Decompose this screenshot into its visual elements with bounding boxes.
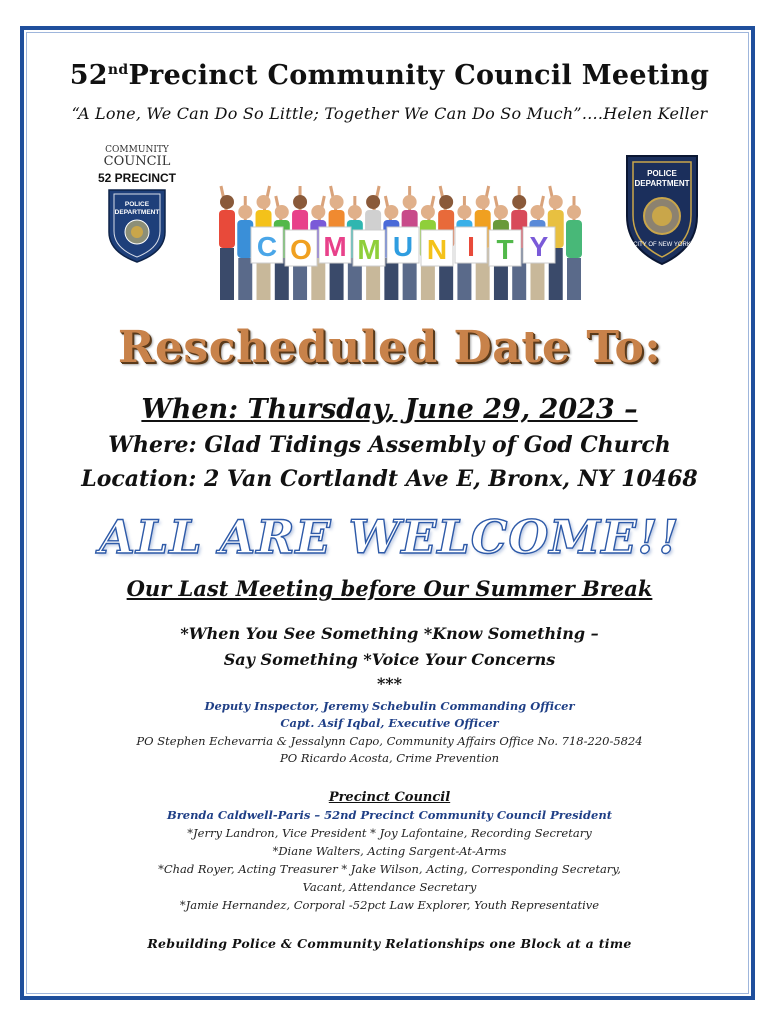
community-council-logo — [97, 140, 177, 265]
helen-keller-quote: “A Lone, We Can Do So Little; Together We Can Do So Much”….Helen Keller — [71, 104, 708, 123]
council-president: Brenda Caldwell-Paris – 52nd Precinct Community Council President — [166, 808, 613, 822]
council-member-line: *Jerry Landron, Vice President * Joy Lafontaine, Recording Secretary — [187, 826, 592, 840]
letter-card — [489, 230, 521, 266]
footer-tagline: Rebuilding Police & Community Relationships one Block at a time — [147, 936, 632, 951]
community-letters — [251, 227, 555, 266]
letter-card-text: M — [323, 231, 347, 262]
person-figure — [219, 186, 235, 300]
letter-card-text: M — [357, 234, 381, 265]
svg-text:DEPARTMENT: DEPARTMENT — [114, 209, 160, 216]
letter-card-text: T — [496, 234, 514, 265]
all-are-welcome: ALL ARE WELCOME!! — [99, 510, 680, 564]
letter-card-text: N — [426, 234, 448, 265]
letter-card — [455, 227, 487, 263]
letter-card — [523, 227, 555, 263]
letter-card-text: Y — [529, 231, 549, 262]
rescheduled-heading: Rescheduled Date To: — [117, 322, 662, 373]
svg-text:POLICE: POLICE — [647, 169, 677, 178]
letter-card-text: C — [256, 231, 278, 262]
letter-card — [285, 230, 317, 266]
logo-precinct-text: 52 PRECINCT — [97, 171, 177, 185]
see-something-line-2: Say Something *Voice Your Concerns — [223, 650, 556, 669]
logo-community-text: COMMUNITY — [105, 145, 169, 155]
letter-card — [319, 227, 351, 263]
officer-line: Deputy Inspector, Jeremy Schebulin Commanding Officer — [204, 699, 575, 713]
council-member-line: Vacant, Attendance Secretary — [302, 880, 477, 894]
police-department-badge — [623, 150, 701, 268]
officer-line: PO Ricardo Acosta, Crime Prevention — [280, 751, 499, 765]
svg-text:CITY OF NEW YORK: CITY OF NEW YORK — [633, 242, 691, 248]
svg-text:DEPARTMENT: DEPARTMENT — [634, 179, 690, 188]
logo-council-text: COUNCIL — [103, 154, 171, 169]
council-member-line: *Diane Walters, Acting Sargent-At-Arms — [272, 844, 507, 858]
page-title: 52ndPrecinct Community Council Meeting — [69, 60, 710, 91]
letter-card-text: O — [290, 234, 312, 265]
event-location: Location: 2 Van Cortlandt Ave E, Bronx, NY 10468 — [81, 466, 698, 492]
council-member-line: *Chad Royer, Acting Treasurer * Jake Wilson, Acting, Corresponding Secretary, — [158, 862, 621, 876]
letter-card-text: I — [467, 231, 475, 262]
event-where: Where: Glad Tidings Assembly of God Church — [108, 432, 671, 458]
community-banner-image — [213, 172, 588, 304]
person-figure — [566, 196, 582, 300]
precinct-council-heading: Precinct Council — [328, 790, 451, 805]
officer-line: PO Stephen Echevarria & Jessalynn Capo, Community Affairs Office No. 718-220-5824 — [136, 734, 643, 748]
letter-card — [251, 227, 283, 263]
officer-line: Capt. Asif Iqbal, Executive Officer — [280, 716, 499, 730]
see-something-line-1: *When You See Something *Know Something – — [180, 624, 599, 643]
event-when: When: Thursday, June 29, 2023 – — [141, 394, 638, 425]
letter-card — [353, 230, 385, 266]
svg-text:POLICE: POLICE — [124, 201, 150, 208]
last-meeting-note: Our Last Meeting before Our Summer Break — [126, 576, 653, 601]
separator-stars: *** — [376, 674, 403, 693]
letter-card-text: U — [392, 231, 414, 262]
council-member-line: *Jamie Hernandez, Corporal -52pct Law Explorer, Youth Representative — [179, 898, 600, 912]
letter-card — [421, 230, 453, 266]
letter-card — [387, 227, 419, 263]
